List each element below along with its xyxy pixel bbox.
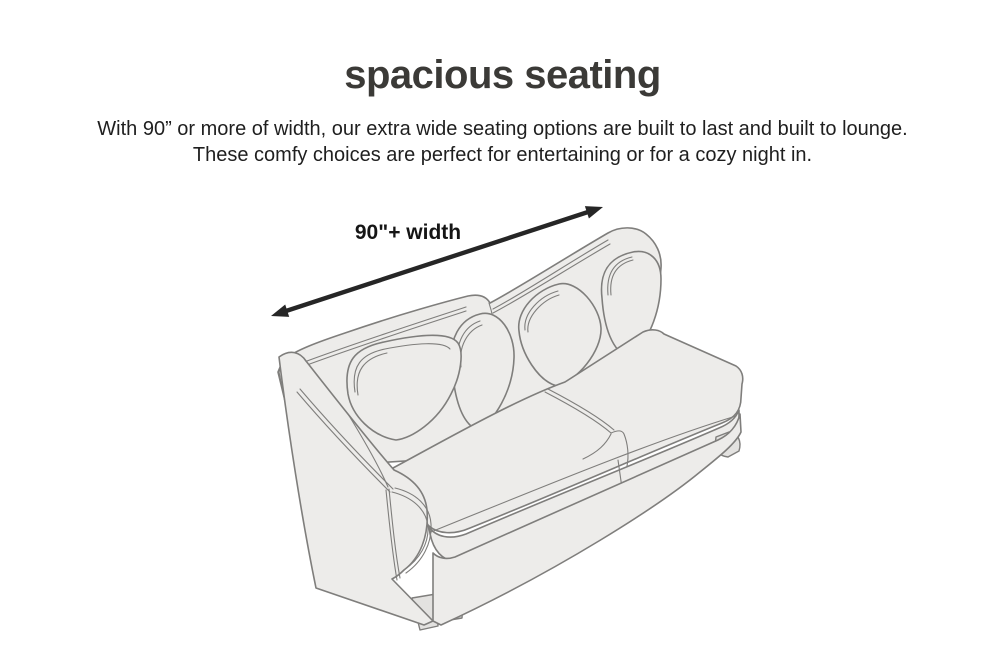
description-line-1: With 90” or more of width, our extra wide seating options are built to last and built to lounge. [97, 118, 908, 140]
page-title: spacious seating [344, 53, 661, 97]
arrowhead-right-icon [585, 206, 603, 218]
arrowhead-left-icon [271, 305, 289, 317]
dimension-label: 90"+ width [354, 221, 462, 244]
sofa-illustration [278, 228, 743, 630]
description-line-2: These comfy choices are perfect for entertaining or for a cozy night in. [192, 144, 813, 166]
